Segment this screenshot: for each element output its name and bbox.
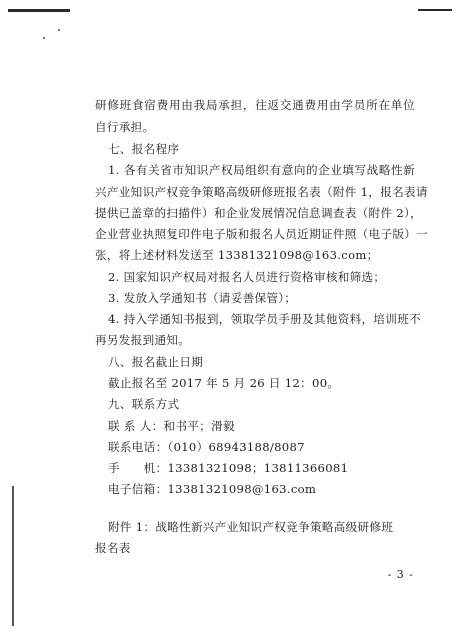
body-line: 张，将上述材料发送至 13381321098@163.com； (95, 248, 379, 262)
body-line: 提供已盖章的扫描件）和企业发展情况信息调查表（附件 2）， (95, 206, 422, 220)
list-item: 3. 发放入学通知书（请妥善保管）； (108, 291, 297, 305)
body-line: 兴产业知识产权竞争策略高级研修班报名表（附件 1，报名表请 (95, 185, 428, 199)
scan-speck (43, 37, 45, 39)
attachment-line: 附件 1：战略性新兴产业知识产权竞争策略高级研修班 (108, 520, 394, 534)
page-number: - 3 - (387, 568, 414, 581)
scan-mark-top-left (8, 9, 70, 12)
contact-person: 联 系 人：和书平；滑毅 (108, 419, 235, 433)
section-heading: 九、联系方式 (108, 397, 180, 411)
section-heading: 八、报名截止日期 (108, 355, 204, 369)
list-item: 2. 国家知识产权局对报名人员进行资格审核和筛选； (108, 270, 386, 284)
contact-email: 电子信箱：13381321098@163.com (108, 482, 317, 496)
body-line: 自行承担。 (95, 120, 155, 134)
contact-mobile: 手 机：13381321098；13811366081 (108, 461, 349, 475)
body-line: 企业营业执照复印件电子版和报名人员近期证件照（电子版）一 (95, 227, 429, 241)
body-line: 1. 各有关省市知识产权局组织有意向的企业填写战略性新 (108, 163, 415, 177)
list-item: 4. 持入学通知书报到，领取学员手册及其他资料，培训班不 (108, 312, 421, 326)
body-line: 研修班食宿费用由我局承担，往返交通费用由学员所在单位 (95, 98, 415, 112)
section-heading: 七、报名程序 (108, 142, 180, 156)
scan-mark-top-right (418, 9, 452, 11)
body-line: 截止报名至 2017 年 5 月 26 日 12：00。 (108, 376, 340, 390)
body-line: 再另发报到通知。 (95, 333, 191, 347)
contact-phone: 联系电话：（010）68943188/8087 (108, 440, 305, 454)
attachment-line: 报名表 (95, 541, 131, 555)
scan-mark-left-edge (12, 486, 14, 626)
scan-speck (58, 29, 60, 31)
